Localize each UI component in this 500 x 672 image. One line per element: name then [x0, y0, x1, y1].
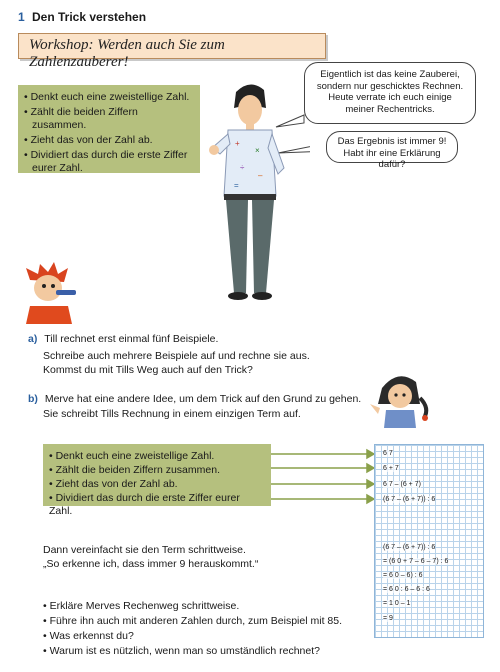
task-a: [28, 332, 218, 346]
bubble-line: meiner Rechentricks.: [345, 103, 435, 115]
svg-text:=: =: [234, 181, 239, 190]
task-b-line2: Sie schreibt Tills Rechnung in einem einzigen Term auf.: [43, 408, 301, 420]
arrows: [271, 446, 375, 506]
grid-step: (6 7 – (6 + 7)) : 6: [383, 544, 436, 551]
section-number: 1: [18, 10, 25, 24]
step-item: • Denkt euch eine zweistellige Zahl.: [24, 91, 190, 103]
bubble-line: Das Ergebnis ist immer 9!: [337, 136, 447, 147]
task-b-label: b): [28, 393, 38, 405]
bubble-line: Eigentlich ist das keine Zauberei,: [320, 69, 460, 80]
grid-step: = 1 0 – 1: [383, 600, 411, 607]
speech-bubble-result: [326, 131, 458, 170]
svg-text:×: ×: [255, 146, 260, 155]
question-item: • Erkläre Merves Rechenweg schrittweise.: [43, 600, 240, 612]
grid-step: = 6 0 – 6) : 6: [383, 572, 423, 579]
step-item: • Dividiert das durch die erste Ziffer eurer Zahl.: [24, 149, 188, 174]
step-item: • Denkt euch eine zweistellige Zahl.: [49, 450, 215, 462]
question-item: • Warum ist es nützlich, wenn man so umständlich rechnet?: [43, 645, 320, 657]
grid-paper: [374, 444, 484, 638]
step-item: • Dividiert das durch die erste Ziffer eurer Zahl.: [49, 492, 240, 517]
magician-illustration: [200, 78, 300, 308]
task-a-line2: Schreibe auch mehrere Beispiele auf und rechne sie aus.: [43, 350, 310, 362]
question-item: • Was erkennst du?: [43, 630, 134, 642]
grid-term: 6 7: [383, 450, 393, 457]
bubble-line: Heute verrate ich euch einige: [328, 92, 452, 103]
banner-text: Workshop: Werden auch Sie zum Zahlenzauberer!: [29, 37, 225, 70]
task-a-label: a): [28, 333, 38, 345]
bubble-line: sondern nur geschicktes Rechnen.: [316, 80, 464, 92]
svg-text:–: –: [258, 171, 263, 180]
grid-step: = 9: [383, 615, 393, 622]
speech-bubble-magician: [304, 62, 476, 124]
grid-step: = 6 0 : 6 – 6 : 6: [383, 586, 430, 593]
task-b: [28, 392, 361, 406]
question-list: [43, 599, 342, 659]
question-item: • Führe ihn auch mit anderen Zahlen durch, zum Beispiel mit 85.: [43, 615, 342, 627]
step-item: • Zieht das von der Zahl ab.: [24, 134, 153, 146]
task-b-line1: Merve hat eine andere Idee, um dem Trick auf den Grund zu gehen.: [44, 393, 362, 405]
workshop-banner: [18, 33, 326, 70]
step-item: • Zieht das von der Zahl ab.: [49, 478, 178, 490]
grid-term: 6 7 – (6 + 7): [383, 481, 421, 488]
steps-box: [18, 85, 200, 173]
task-a-line1: Till rechnet erst einmal fünf Beispiele.: [44, 333, 219, 345]
boy-illustration: [22, 262, 82, 324]
simplify-line2: „So erkenne ich, dass immer 9 herauskommt.“: [43, 558, 259, 570]
svg-text:+: +: [235, 139, 240, 148]
girl-illustration: [368, 368, 438, 428]
simplify-line1: Dann vereinfacht sie den Term schrittweise.: [43, 544, 246, 556]
steps-box-2: [43, 444, 271, 517]
section-title: Den Trick verstehen: [32, 10, 147, 24]
step-item: • Zählt die beiden Ziffern zusammen.: [24, 106, 138, 131]
bubble-line: Habt ihr eine Erklärung dafür?: [343, 147, 441, 170]
grid-term: (6 7 – (6 + 7)) : 6: [383, 496, 436, 503]
step-item: • Zählt die beiden Ziffern zusammen.: [49, 464, 220, 476]
grid-term: 6 + 7: [383, 465, 399, 472]
svg-text:÷: ÷: [240, 163, 245, 172]
task-a-line3: Kommst du mit Tills Weg auch auf den Trick?: [43, 364, 253, 376]
grid-step: = (6 0 + 7 – 6 – 7) : 6: [383, 558, 449, 565]
